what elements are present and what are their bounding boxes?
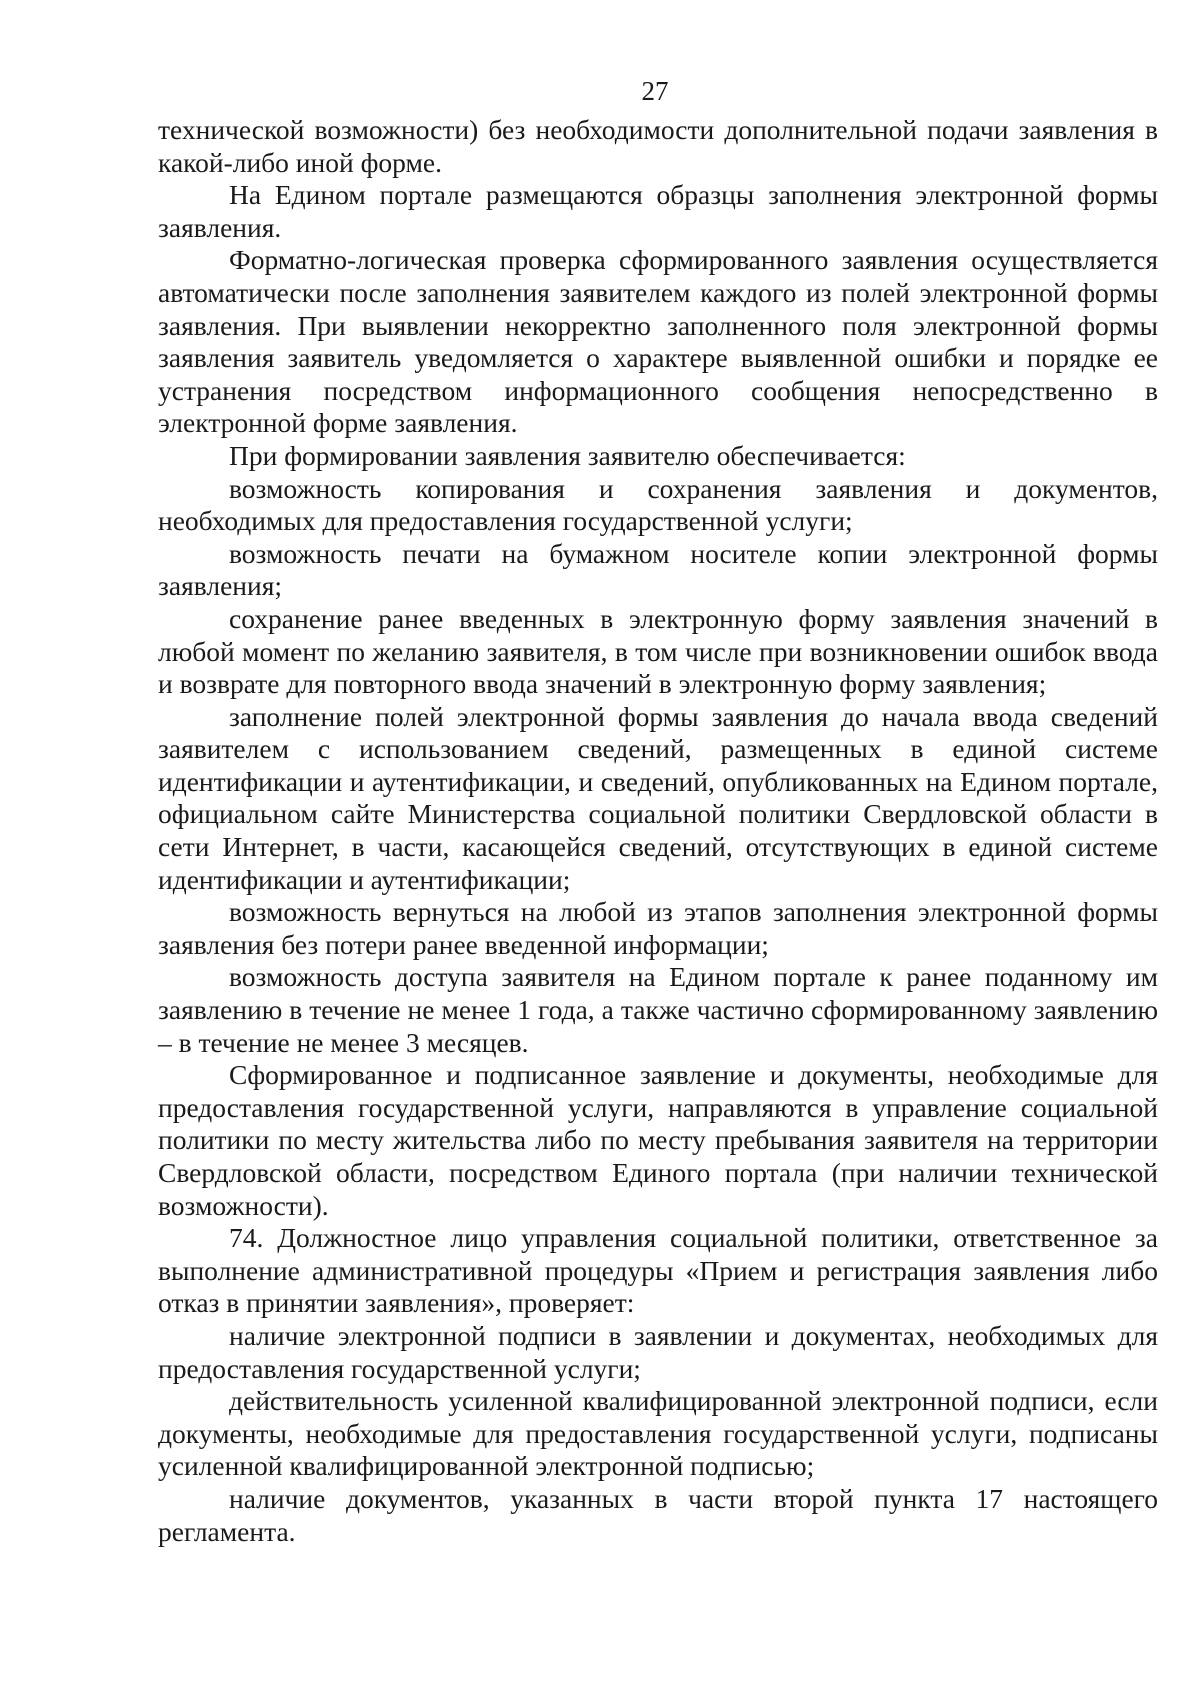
paragraph-item-74: 74. Должностное лицо управления социальной политики, ответственное за выполнение административной процедуры «Прием и регистрация заявления либо отказ в принятии заявления», проверяет: <box>158 1222 1158 1319</box>
list-item-documents-presence: наличие документов, указанных в части второй пункта 17 настоящего регламента. <box>158 1482 1158 1547</box>
paragraph-continuation: технической возможности) без необходимости дополнительной подачи заявления в какой-либо иной форме. <box>158 114 1158 178</box>
list-item-print: возможность печати на бумажном носителе копии электронной формы заявления; <box>158 537 1158 602</box>
list-item-copy-save: возможность копирования и сохранения заявления и документов, необходимых для предоставления государственной услуги; <box>158 472 1158 537</box>
list-item-signature-validity: действительность усиленной квалифицированной электронной подписи, если документы, необходимые для предоставления государственной услуги, подписаны усиленной квалифицированной электронной подписью; <box>158 1385 1158 1482</box>
list-item-access-duration: возможность доступа заявителя на Едином портале к ранее поданному им заявлению в течение не менее 1 года, а также частично сформированному заявлению – в течение не менее 3 месяцев. <box>158 961 1158 1058</box>
list-item-save-values: сохранение ранее введенных в электронную форму заявления значений в любой момент по желанию заявителя, в том числе при возникновении ошибок ввода и возврате для повторного ввода значений в электронную форму заявления; <box>158 602 1158 700</box>
paragraph-sample-forms: На Едином портале размещаются образцы заполнения электронной формы заявления. <box>158 179 1158 243</box>
document-body <box>158 114 1158 1548</box>
page-number: 27 <box>641 76 669 106</box>
list-item-return-to-step: возможность вернуться на любой из этапов заполнения электронной формы заявления без потери ранее введенной информации; <box>158 896 1158 960</box>
paragraph-format-check: Форматно-логическая проверка сформированного заявления осуществляется автоматически после заполнения заявителем каждого из полей электронной формы заявления. При выявлении некорректно заполненного поля электронной формы заявления заявитель уведомляется о характере выявленной ошибки и порядке ее устранения посредством информационного сообщения непосредственно в электронной форме заявления. <box>158 244 1158 439</box>
list-item-autofill: заполнение полей электронной формы заявления до начала ввода сведений заявителем с использованием сведений, размещенных в единой системе идентификации и аутентификации, и сведений, опубликованных на Едином портале, официальном сайте Министерства социальной политики Свердловской области в сети Интернет, в части, касающейся сведений, отсутствующих в единой системе идентификации и аутентификации; <box>158 700 1158 895</box>
list-item-signature-presence: наличие электронной подписи в заявлении и документах, необходимых для предоставления государственной услуги; <box>158 1319 1158 1384</box>
paragraph-submission: Сформированное и подписанное заявление и документы, необходимые для предоставления государственной услуги, направляются в управление социальной политики по месту жительства либо по месту пребывания заявителя на территории Свердловской области, посредством Единого портала (при наличии технической возможности). <box>158 1059 1158 1221</box>
paragraph-provided-when-forming: При формировании заявления заявителю обеспечивается: <box>229 439 906 471</box>
